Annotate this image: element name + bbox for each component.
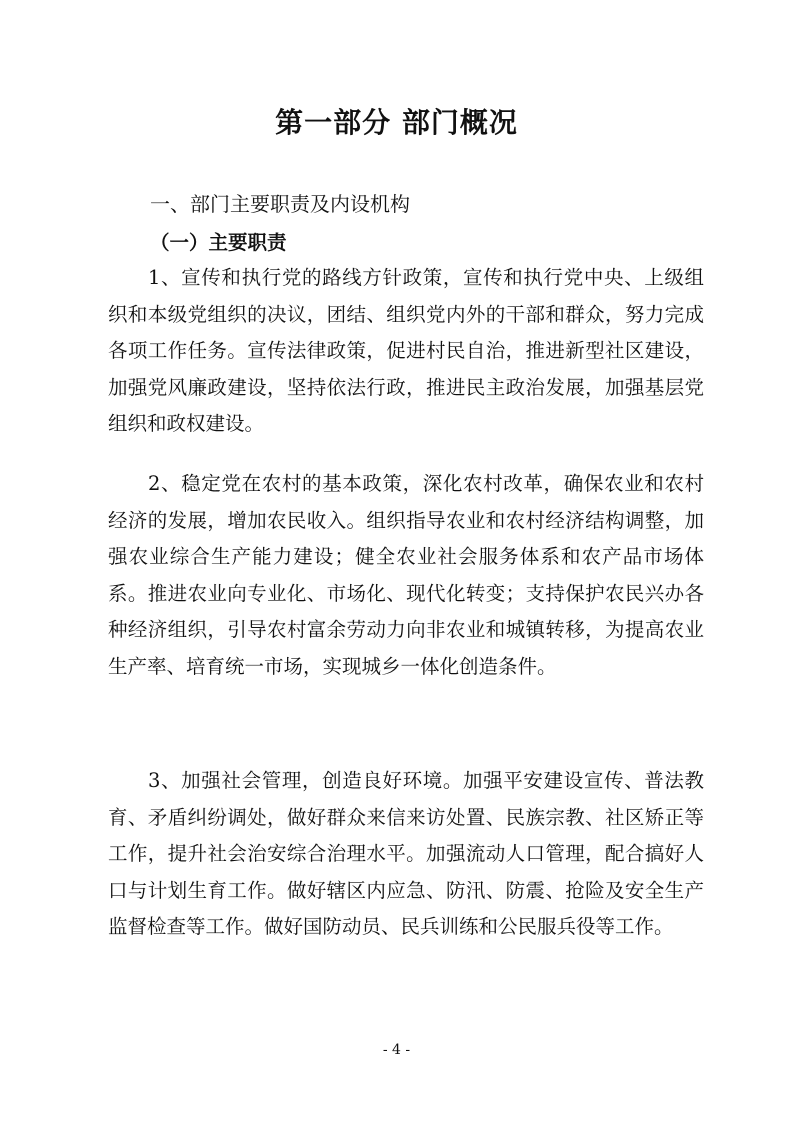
section-heading: 一、部门主要职责及内设机构 bbox=[150, 192, 410, 216]
paragraph-1: 1、宣传和执行党的路线方针政策，宣传和执行党中央、上级组织和本级党组织的决议，团结、组织党内外的干部和群众，努力完成各项工作任务。宣传法律政策，促进村民自治，推进新型社区建设，加强党风廉政建设，坚持依法行政，推进民主政治发展，加强基层党组织和政权建设。 bbox=[108, 266, 704, 435]
paragraph-3: 3、加强社会管理，创造良好环境。加强平安建设宣传、普法教育、矛盾纠纷调处，做好群众来信来访处置、民族宗教、社区矫正等工作，提升社会治安综合治理水平。加强流动人口管理，配合搞好人口与计划生育工作。做好辖区内应急、防汛、防震、抢险及安全生产监督检查等工作。做好国防动员、民兵训练和公民服兵役等工作。 bbox=[108, 769, 704, 938]
page-number: - 4 - bbox=[382, 1042, 411, 1058]
sub-heading: （一）主要职责 bbox=[150, 231, 287, 254]
paragraph-2: 2、稳定党在农村的基本政策，深化农村改革，确保农业和农村经济的发展，增加农民收入。组织指导农业和农村经济结构调整，加强农业综合生产能力建设；健全农业社会服务体系和农产品市场体系。推进农业向专业化、市场化、现代化转变；支持保护农民兴办各种经济组织，引导农村富余劳动力向非农业和城镇转移，为提高农业生产率、培育统一市场，实现城乡一体化创造条件。 bbox=[108, 472, 704, 678]
page-title: 第一部分 部门概况 bbox=[275, 106, 518, 139]
